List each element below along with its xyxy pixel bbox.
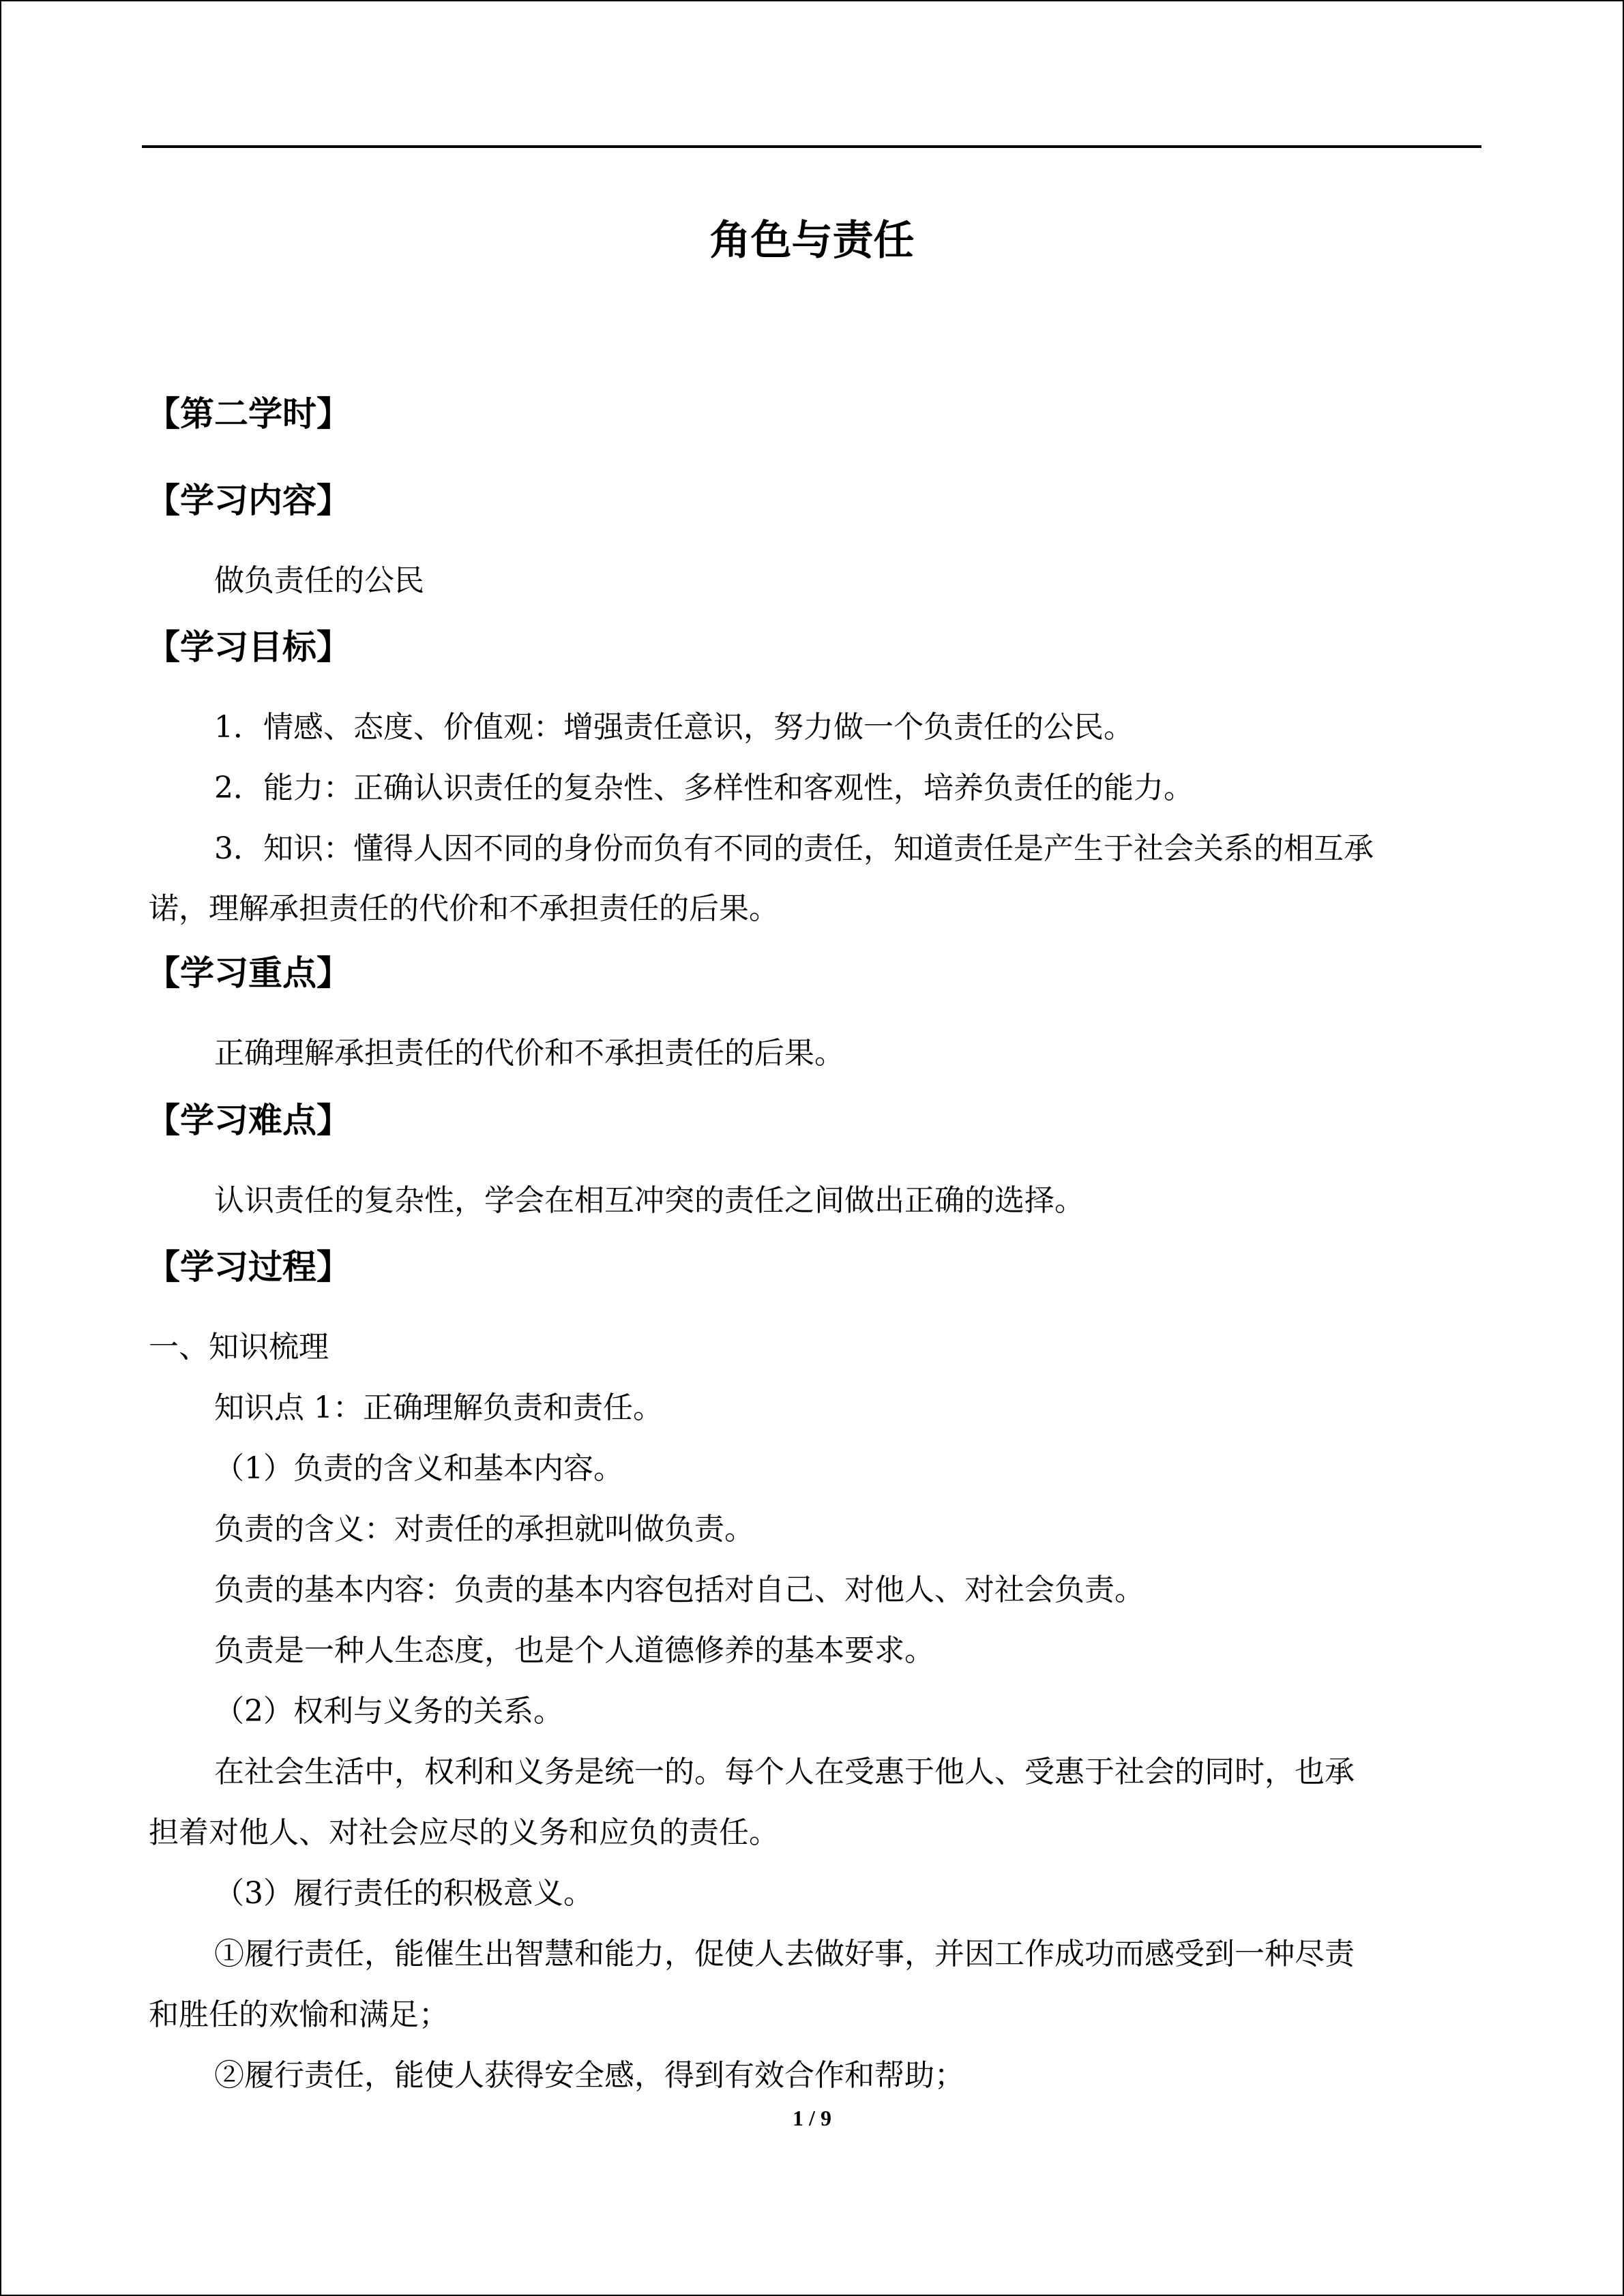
process-item-2: （2）权利与义务的关系。	[214, 1694, 563, 1729]
responsibility-attitude: 负责是一种人生态度，也是个人道德修养的基本要求。	[214, 1633, 934, 1668]
content-heading: 【学习内容】	[146, 481, 351, 520]
significance-1-line-1: ①履行责任，能催生出智慧和能力，促使人去做好事，并因工作成功而感受到一种尽责	[214, 1937, 1355, 1971]
process-item-3: （3）履行责任的积极意义。	[214, 1876, 593, 1911]
rights-duties-line-1: 在社会生活中，权利和义务是统一的。每个人在受惠于他人、受惠于社会的同时，也承	[214, 1755, 1355, 1789]
goal-3-line-1: 3．知识：懂得人因不同的身份而负有不同的责任，知道责任是产生于社会关系的相互承	[214, 831, 1374, 866]
knowledge-point-1: 知识点 1：正确理解负责和责任。	[214, 1390, 663, 1425]
page-number: 1 / 9	[793, 2106, 831, 2130]
difficulty-heading: 【学习难点】	[146, 1101, 351, 1140]
key-text: 正确理解承担责任的代价和不承担责任的后果。	[214, 1036, 844, 1071]
process-item-1: （1）负责的含义和基本内容。	[214, 1451, 623, 1486]
goal-2: 2．能力：正确认识责任的复杂性、多样性和客观性，培养负责任的能力。	[214, 771, 1194, 805]
content-text: 做负责任的公民	[214, 563, 424, 598]
lesson-heading: 【第二学时】	[146, 394, 351, 434]
goal-1: 1．情感、态度、价值观：增强责任意识，努力做一个负责任的公民。	[214, 710, 1134, 745]
responsibility-basic-content: 负责的基本内容：负责的基本内容包括对自己、对他人、对社会负责。	[214, 1572, 1145, 1607]
rights-duties-line-2: 担着对他人、对社会应尽的义务和应负的责任。	[149, 1815, 779, 1850]
significance-1-line-2: 和胜任的欢愉和满足；	[149, 1997, 449, 2032]
responsibility-meaning: 负责的含义：对责任的承担就叫做负责。	[214, 1512, 754, 1547]
header-rule	[142, 145, 1481, 148]
significance-2: ②履行责任，能使人获得安全感，得到有效合作和帮助；	[214, 2058, 964, 2093]
key-heading: 【学习重点】	[146, 953, 351, 993]
document-title: 角色与责任	[709, 217, 915, 265]
goals-heading: 【学习目标】	[146, 627, 351, 667]
process-heading: 【学习过程】	[146, 1247, 351, 1287]
process-part-1: 一、知识梳理	[149, 1330, 329, 1365]
difficulty-text: 认识责任的复杂性，学会在相互冲突的责任之间做出正确的选择。	[214, 1183, 1084, 1218]
goal-3-line-2: 诺，理解承担责任的代价和不承担责任的后果。	[149, 891, 779, 926]
